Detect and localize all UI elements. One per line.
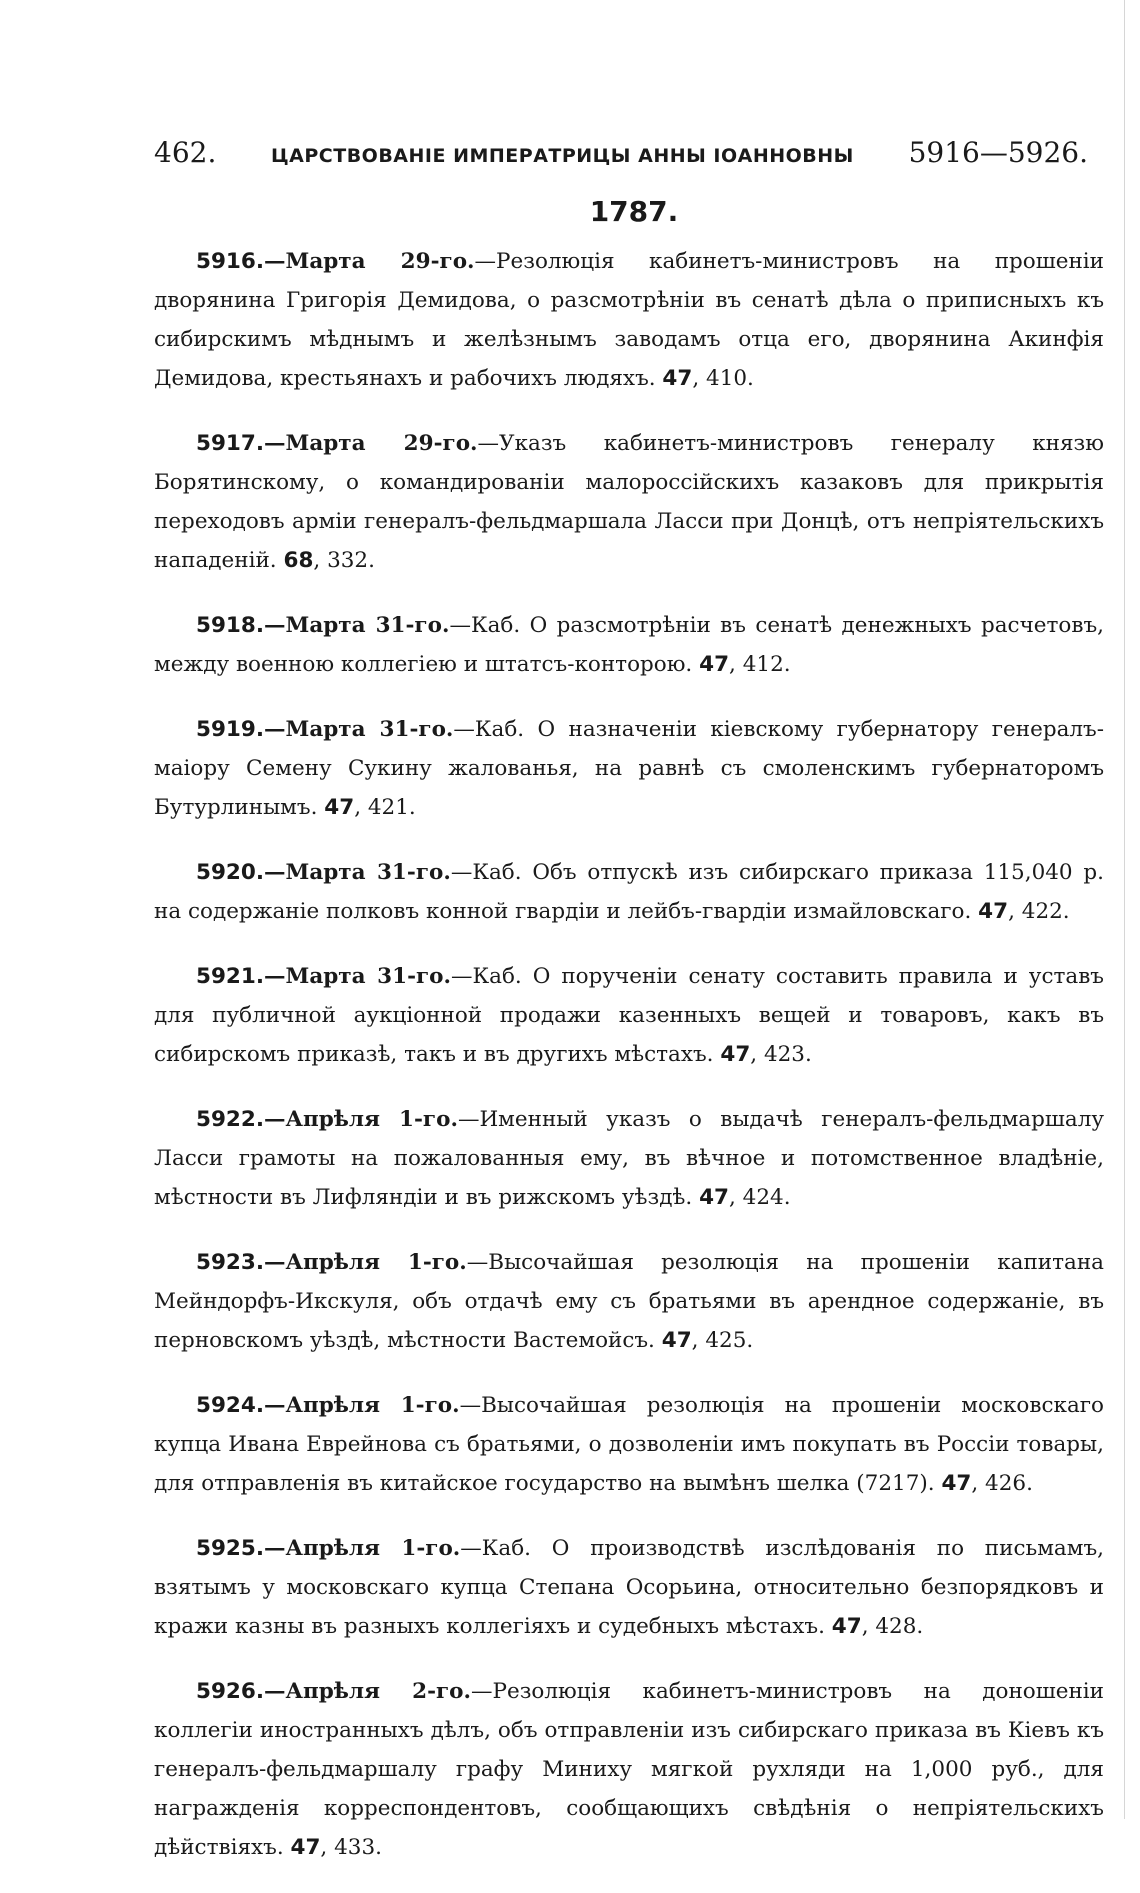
- entry-text: —Резолюція кабинетъ-министровъ на доношеніи коллегіи иностранныхъ дѣлъ, объ отправленіи изъ сибирскаго приказа въ Кіевъ къ генералъ-фельдмаршалу графу Миниху мягкой рухляди на 1,000 руб., для награжденія корреспондентовъ, сообщающихъ свѣдѣнія о непріятельскихъ дѣйствіяхъ.: [154, 1679, 1104, 1860]
- entry-volume: 47: [324, 795, 355, 820]
- entry-volume: 47: [978, 899, 1009, 924]
- entry-volume: 47: [941, 1471, 972, 1496]
- year-heading: 1787.: [589, 195, 679, 228]
- entry-date: —Марта 29-го.: [264, 249, 475, 274]
- entry-number: 5917.: [196, 431, 265, 456]
- entry-5923: [154, 1243, 1104, 1360]
- running-head: [154, 136, 1104, 173]
- entry-range: 5916—5926.: [908, 136, 1088, 169]
- entry-text: —Указъ кабинетъ-министровъ генералу князю Борятинскому, о командированіи малороссійскихъ казаковъ для прикрытія переходовъ арміи генералъ-фельдмаршала Ласси при Донцѣ, отъ непріятельскихъ нападеній.: [154, 431, 1104, 573]
- entry-number: 5918.: [196, 613, 265, 638]
- entry-5926: [154, 1672, 1104, 1867]
- entry-volume: 47: [290, 1835, 321, 1860]
- entry-number: 5922.: [196, 1107, 265, 1132]
- entry-volume: 47: [720, 1042, 751, 1067]
- entry-date: —Марта 29-го.: [264, 431, 478, 456]
- entry-number: 5926.: [196, 1679, 265, 1704]
- entry-5919: [154, 710, 1104, 827]
- entry-text: —Высочайшая резолюція на прошеніи капитана Мейндорфъ-Икскуля, объ отдачѣ ему съ братьями въ арендное содержаніе, въ перновскомъ уѣздѣ, мѣстности Вастемойсъ.: [154, 1250, 1104, 1353]
- entry-ref: , 428.: [861, 1614, 924, 1639]
- entry-date: —Апрѣля 1-го.: [264, 1536, 461, 1561]
- entry-text: —Высочайшая резолюція на прошеніи московскаго купца Ивана Еврейнова съ братьями, о дозволеніи имъ покупать въ Россіи товары, для отправленія въ китайское государство на вымѣнъ шелка (7217).: [154, 1393, 1104, 1496]
- entry-5916: [154, 242, 1104, 398]
- entry-number: 5923.: [196, 1250, 265, 1275]
- entry-number: 5924.: [196, 1393, 265, 1418]
- entry-ref: , 424.: [729, 1185, 791, 1210]
- entry-number: 5925.: [196, 1536, 265, 1561]
- entry-date: —Апрѣля 1-го.: [264, 1107, 458, 1132]
- entry-date: —Марта 31-го.: [264, 964, 452, 989]
- entry-text: —Каб. О назначеніи кіевскому губернатору генералъ-маіору Семену Сукину жалованья, на равнѣ съ смоленскимъ губернаторомъ Бутурлинымъ.: [154, 717, 1104, 820]
- entry-date: —Апрѣля 1-го.: [264, 1393, 460, 1418]
- book-page: [154, 136, 1104, 1893]
- entry-date: —Марта 31-го.: [264, 717, 454, 742]
- entry-ref: , 332.: [313, 548, 375, 573]
- entry-volume: 47: [661, 1328, 692, 1353]
- entry-volume: 47: [699, 1185, 730, 1210]
- entry-ref: , 410.: [692, 366, 754, 391]
- entry-number: 5920.: [196, 860, 265, 885]
- entry-5924: [154, 1386, 1104, 1503]
- entry-text: —Резолюція кабинетъ-министровъ на прошеніи дворянина Григорія Демидова, о разсмотрѣніи въ сенатѣ дѣла о приписныхъ къ сибирскимъ мѣднымъ и желѣзнымъ заводамъ отца его, дворянина Акинфія Демидова, крестьянахъ и рабочихъ людяхъ.: [154, 249, 1104, 391]
- entry-date: —Марта 31-го.: [264, 613, 450, 638]
- entry-date: —Апрѣля 2-го.: [264, 1679, 472, 1704]
- entry-number: 5921.: [196, 964, 265, 989]
- entry-text: —Каб. О производствѣ изслѣдованія по письмамъ, взятымъ у московскаго купца Степана Осорьина, относительно безпорядковъ и кражи казны въ разныхъ коллегіяхъ и судебныхъ мѣстахъ.: [154, 1536, 1104, 1639]
- entry-date: —Марта 31-го.: [264, 860, 451, 885]
- entry-volume: 47: [699, 652, 730, 677]
- page-edge-rule: [1124, 0, 1125, 1819]
- entry-number: 5919.: [196, 717, 265, 742]
- entry-ref: , 433.: [320, 1835, 382, 1860]
- entry-volume: 47: [662, 366, 693, 391]
- entry-text: —Каб. Объ отпускѣ изъ сибирскаго приказа 115,040 р. на содержаніе полковъ конной гвардіи и лейбъ-гвардіи измайловскаго.: [154, 860, 1104, 924]
- entry-ref: , 412.: [729, 652, 791, 677]
- entry-text: —Каб. О порученіи сенату составить правила и уставъ для публичной аукціонной продажи казенныхъ вещей и товаровъ, какъ въ сибирскомъ приказѣ, такъ и въ другихъ мѣстахъ.: [154, 964, 1104, 1067]
- page-number: 462.: [154, 136, 217, 169]
- entry-5922: [154, 1100, 1104, 1217]
- running-title: ЦАРСТВОВАНІЕ ИМПЕРАТРИЦЫ АННЫ ІОАННОВНЫ: [271, 145, 854, 167]
- entry-date: —Апрѣля 1-го.: [264, 1250, 467, 1275]
- entry-5918: [154, 606, 1104, 684]
- entry-text: —Именный указъ о выдачѣ генералъ-фельдмаршалу Ласси грамоты на пожалованныя ему, въ вѣчное и потомственное владѣніе, мѣстности въ Лифляндіи и въ рижскомъ уѣздѣ.: [154, 1107, 1105, 1210]
- entry-5920: [154, 853, 1104, 931]
- entry-volume: 68: [283, 548, 314, 573]
- entry-text: —Каб. О разсмотрѣніи въ сенатѣ денежныхъ расчетовъ, между военною коллегіею и штатсъ-конторою.: [154, 613, 1104, 677]
- entry-number: 5916.: [196, 249, 265, 274]
- entry-ref: , 422.: [1008, 899, 1070, 924]
- entry-ref: , 421.: [354, 795, 416, 820]
- entry-5921: [154, 957, 1104, 1074]
- entry-5925: [154, 1529, 1104, 1646]
- entry-5917: [154, 424, 1104, 580]
- entry-ref: , 425.: [691, 1328, 754, 1353]
- entry-volume: 47: [831, 1614, 862, 1639]
- entry-ref: , 423.: [750, 1042, 812, 1067]
- entry-ref: , 426.: [971, 1471, 1033, 1496]
